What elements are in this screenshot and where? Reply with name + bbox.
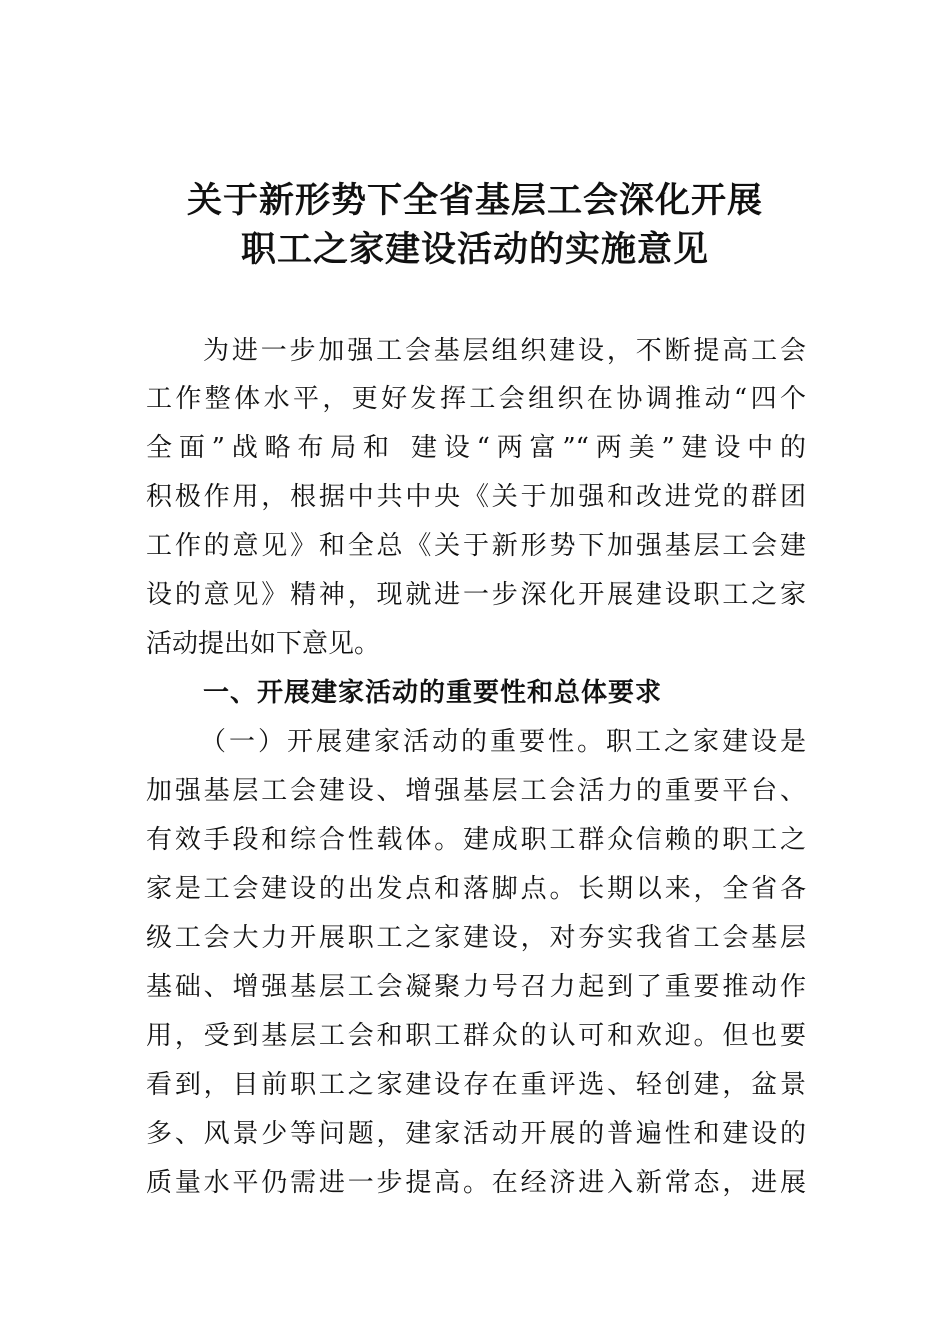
section-paragraph-line: 有效手段和综合性载体。建成职工群众信赖的职工之 [146,825,806,855]
document-title-line-2: 职工之家建设活动的实施意见 [240,230,709,270]
section-paragraph-line: 加强基层工会建设、增强基层工会活力的重要平台、 [146,776,806,806]
intro-paragraph-line: 工作的意见》和全总《关于新形势下加强基层工会建 [146,531,806,561]
section-paragraph-line: 家是工会建设的出发点和落脚点。长期以来，全省各 [146,874,806,904]
section-paragraph-line: 看到，目前职工之家建设存在重评选、轻创建，盆景 [146,1070,806,1100]
intro-paragraph-line: 设的意见》精神，现就进一步深化开展建设职工之家 [146,580,806,610]
section-paragraph-line: 多、风景少等问题，建家活动开展的普遍性和建设的 [146,1119,806,1149]
section-heading: 一、开展建家活动的重要性和总体要求 [203,678,663,708]
section-paragraph-line: 用，受到基层工会和职工群众的认可和欢迎。但也要 [146,1021,806,1051]
intro-paragraph-line: 工作整体水平，更好发挥工会组织在协调推动“四个 [146,384,806,414]
intro-paragraph-line: 全面”战略布局和 建设“两富”“两美”建设中的 [146,433,806,463]
intro-paragraph-line: 积极作用，根据中共中央《关于加强和改进党的群团 [146,482,806,512]
intro-paragraph-line: 为进一步加强工会基层组织建设，不断提高工会 [203,336,806,366]
section-paragraph-line: 级工会大力开展职工之家建设，对夯实我省工会基层 [146,923,806,953]
section-paragraph-line: （一）开展建家活动的重要性。职工之家建设是 [200,727,806,757]
intro-paragraph-line: 活动提出如下意见。 [146,629,381,659]
section-paragraph-line: 质量水平仍需进一步提高。在经济进入新常态，进展 [146,1168,806,1198]
document-title-line-1: 关于新形势下全省基层工会深化开展 [186,181,763,221]
section-paragraph-line: 基础、增强基层工会凝聚力号召力起到了重要推动作 [146,972,806,1002]
